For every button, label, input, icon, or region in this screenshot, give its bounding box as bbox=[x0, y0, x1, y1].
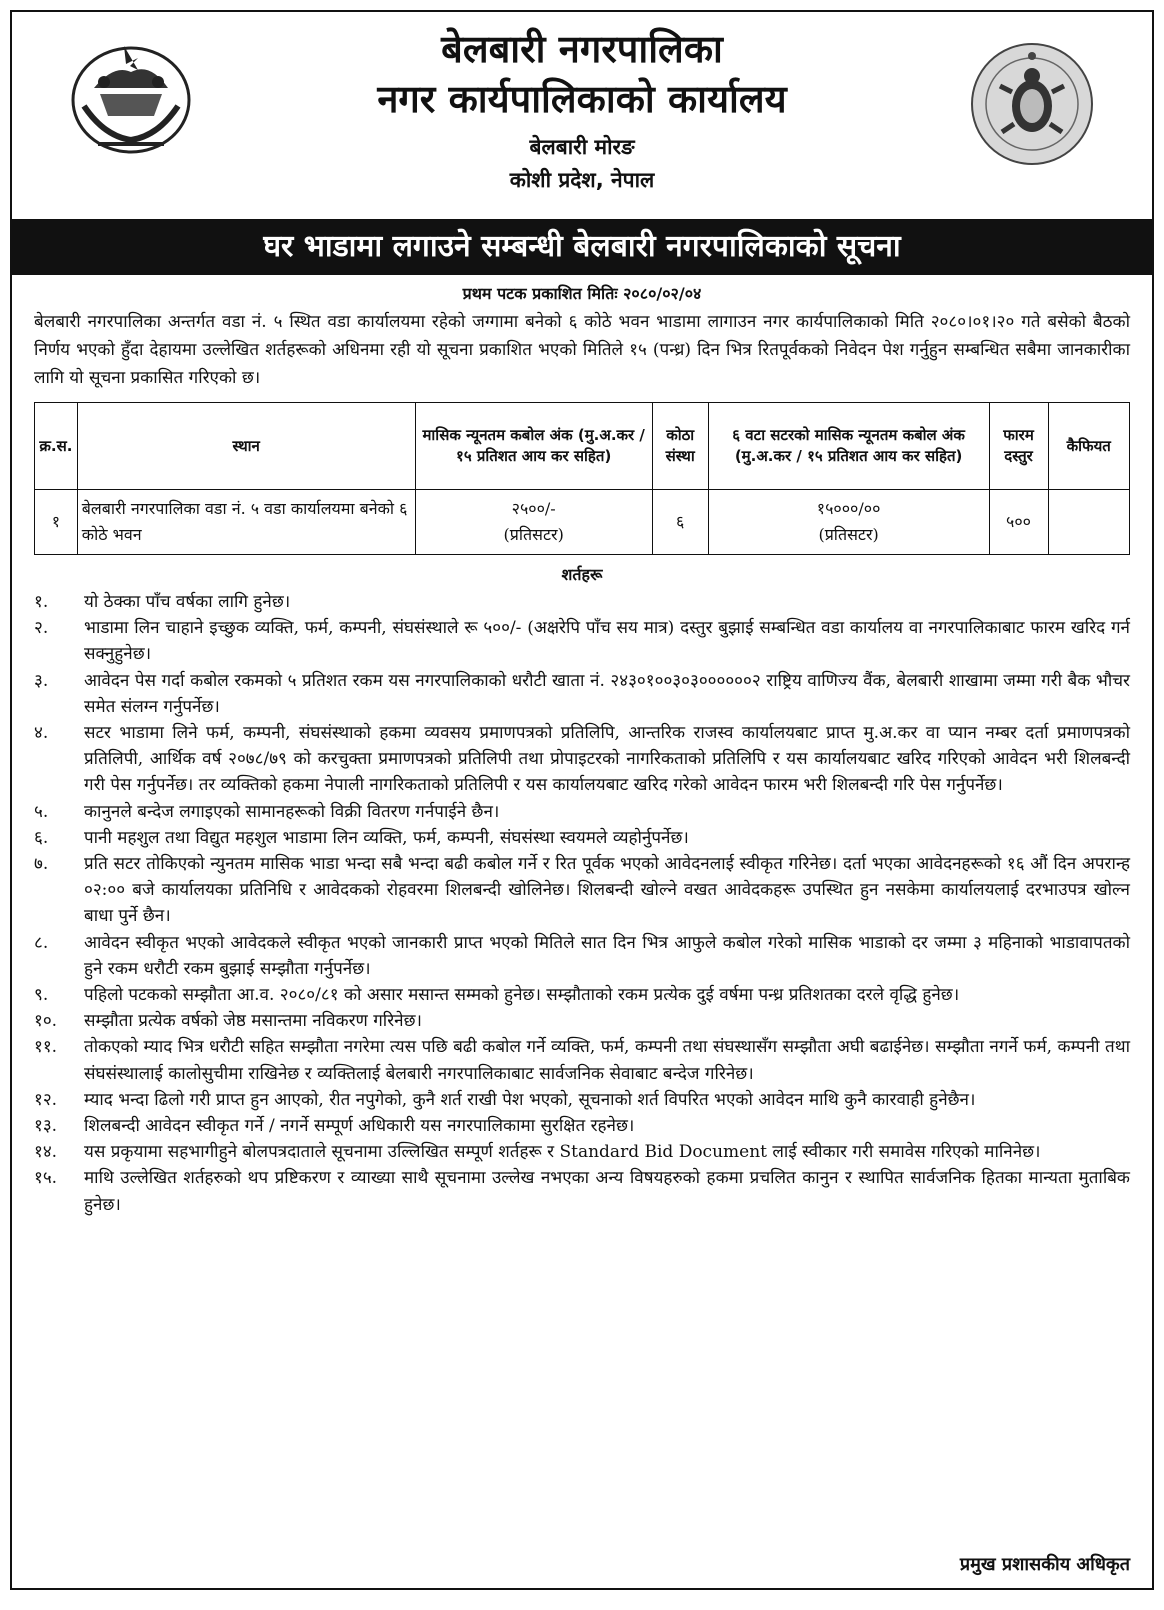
term-number: २. bbox=[34, 618, 49, 639]
header-min-rent: मासिक न्यूनतम कबोल अंक (मु.अ.कर / १५ प्रतिशत आय कर सहित) bbox=[415, 403, 652, 490]
min-rent-value: २५००/- bbox=[511, 499, 556, 518]
term-item bbox=[34, 615, 1130, 667]
terms-title: शर्तहरू bbox=[561, 565, 603, 584]
term-text: म्याद भन्दा ढिलो गरी प्राप्त हुन आएको, रीत नपुगेको, कुनै शर्त राखी पेश भएको, सूचनाको शर्त विपरित भएको आवेदन माथि कुनै कारवाही हुनेछैन। bbox=[84, 1089, 976, 1110]
term-item bbox=[34, 851, 1130, 930]
term-text: प्रति सटर तोकिएको न्युनतम मासिक भाडा भन्दा सबै भन्दा बढी कबोल गर्ने र रित पूर्वक भएको आवेदनलाई स्वीकृत गरिनेछ। दर्ता भएका आवेदनहरूको १६ औं दिन अपरान्ह ०२:०० बजे कार्यालयका प्रतिनिधि र आवेदकको रोहवरमा शिलबन्दी खोलिनेछ। शिलबन्दी खोल्ने वखत आवेदकहरू उपस्थित हुन नसकेमा कार्यालयलाई दरभाउपत्र खोल्न बाधा पुर्ने छैन। bbox=[84, 854, 1130, 927]
term-item bbox=[34, 668, 1130, 720]
intro-paragraph: बेलबारी नगरपालिका अन्तर्गत वडा नं. ५ स्थित वडा कार्यालयमा रहेको जग्गामा बनेको ६ कोठे भवन भाडामा लागाउन नगर कार्यपालिकाको मिति २०८०।०१।२० गते बसेको बैठको निर्णय भएको हुँदा देहायमा उल्लेखित शर्तहरूको अधिनमा रही यो सूचना प्रकाशित भएको मितिले १५ (पन्ध्र) दिन भित्र रितपूर्वकको निवेदन पेश गर्नुहुन सम्बन्धित सबैमा जानकारीका लागि यो सूचना प्रकासित गरिएको छ। bbox=[34, 312, 1130, 388]
terms-list bbox=[34, 589, 1130, 1218]
cell-rooms: ६ bbox=[652, 490, 708, 555]
table-header-row bbox=[35, 403, 1130, 490]
term-text: सटर भाडामा लिने फर्म, कम्पनी, संघसंस्थाको हकमा व्यवसय प्रमाणपत्रको प्रतिलिपि, आन्तरिक राजस्व कार्यालयबाट प्राप्त मु.अ.कर वा प्यान नम्बर दर्ता प्रमाणपत्रको प्रतिलिपी, आर्थिक वर्ष २०७८/७९ को करचुक्ता प्रमाणपत्रको प्रतिलिपी तथा प्रोपाइटरको नागरिकताको प्रतिलिपि र यस कार्यालयबाट खरिद गरिएको आवेदन भरी शिलबन्दी गरी पेस गर्नुपर्नेछ। तर व्यक्तिको हकमा नेपाली नागरिकताको प्रतिलिपी र यस कार्यालयबाट खरिद गरेको आवेदन फारम भरी शिलबन्दी गरि पेस गर्नुपर्नेछ। bbox=[84, 723, 1130, 796]
term-text: शिलबन्दी आवेदन स्वीकृत गर्ने / नगर्ने सम्पूर्ण अधिकारी यस नगरपालिकामा सुरक्षित रहनेछ। bbox=[84, 1116, 635, 1137]
term-text: भाडामा लिन चाहाने इच्छुक व्यक्ति, फर्म, कम्पनी, संघसंस्थाले रू ५००/- (अक्षरेपि पाँच सय मात्र) दस्तुर बुझाई सम्बन्धित वडा कार्यालय वा नगरपालिकाबाट फारम खरिद गर्न सक्नुहुनेछ। bbox=[84, 618, 1130, 665]
term-number: १. bbox=[34, 592, 49, 612]
header-form-fee: फारम दस्तुर bbox=[989, 403, 1048, 490]
term-number: ७. bbox=[34, 854, 49, 875]
cell-six-shutter bbox=[708, 490, 989, 555]
address-line-2: कोशी प्रदेश, नेपाल bbox=[509, 168, 655, 192]
signature-title: प्रमुख प्रशासकीय अधिकृत bbox=[959, 1554, 1130, 1575]
term-text: तोकएको म्याद भित्र धरौटी सहित सम्झौता नगरेमा त्यस पछि बढी कबोल गर्ने व्यक्ति, फर्म, कम्पनी तथा संघस्थासँग सम्झौता अघी बढाईनेछ। सम्झौता नगर्ने फर्म, कम्पनी तथा संघसंस्थालाई कालोसुचीमा राखिनेछ र व्यक्तिलाई बेलबारी नगरपालिकाबाट सार्वजनिक सेवाबाट बन्देज गरिनेछ। bbox=[84, 1037, 1130, 1084]
cell-min-rent bbox=[415, 490, 652, 555]
term-number: १२. bbox=[34, 1089, 58, 1110]
term-item bbox=[34, 1113, 1130, 1139]
term-item bbox=[34, 1087, 1130, 1113]
term-item bbox=[34, 982, 1130, 1008]
term-number: १५. bbox=[34, 1168, 58, 1189]
term-text: कानुनले बन्देज लगाइएको सामानहरूको विक्री वितरण गर्नपाईने छैन। bbox=[84, 801, 500, 822]
office-name: नगर कार्यपालिकाको कार्यालय bbox=[377, 77, 787, 121]
header-remarks: कैफियत bbox=[1048, 403, 1129, 490]
cell-form-fee: ५०० bbox=[989, 490, 1048, 555]
term-text: यो ठेक्का पाँच वर्षका लागि हुनेछ। bbox=[84, 592, 291, 612]
min-rent-unit: (प्रतिसटर) bbox=[503, 525, 564, 544]
header-six-shutter: ६ वटा सटरको मासिक न्यूनतम कबोल अंक (मु.अ.कर / १५ प्रतिशत आय कर सहित) bbox=[708, 403, 989, 490]
term-number: ८. bbox=[34, 932, 49, 953]
term-number: ४. bbox=[34, 723, 49, 744]
term-number: १३. bbox=[34, 1116, 58, 1137]
term-text: माथि उल्लेखित शर्तहरुको थप प्रष्टिकरण र व्याख्या साथै सूचनामा उल्लेख नभएका अन्य विषयहरुको हकमा प्रचलित कानुन र स्थापित सार्वजनिक हितका मान्यता मुताबिक हुनेछ। bbox=[84, 1168, 1130, 1215]
term-text: आवेदन पेस गर्दा कबोल रकमको ५ प्रतिशत रकम यस नगरपालिकाको धरौटी खाता नं. २४३०१००३०३००००००२ राष्ट्रिय वाणिज्य वैंक, बेलबारी शाखामा जम्मा गरी बैक भौचर समेत संलग्न गर्नुपर्नेछ। bbox=[84, 670, 1130, 717]
term-number: ३. bbox=[34, 670, 49, 691]
notice-title-banner: घर भाडामा लगाउने सम्बन्धी बेलबारी नगरपालिकाको सूचना bbox=[12, 219, 1152, 275]
cell-location: बेलबारी नगरपालिका वडा नं. ५ वडा कार्यालयमा बनेको ६ कोठे भवन bbox=[77, 490, 415, 555]
notice-body bbox=[34, 280, 1130, 1218]
cell-sn: १ bbox=[35, 490, 78, 555]
term-item bbox=[34, 1008, 1130, 1034]
header bbox=[12, 12, 1152, 217]
term-item bbox=[34, 589, 1130, 615]
term-item bbox=[34, 720, 1130, 799]
term-item bbox=[34, 799, 1130, 825]
term-text: यस प्रकृयामा सहभागीहुने बोलपत्रदाताले सूचनामा उल्लिखित सम्पूर्ण शर्तहरू र Standard Bid Document लाई स्वीकार गरी समावेस गरिएको मानिनेछ। bbox=[84, 1142, 1041, 1163]
term-number: ५. bbox=[34, 801, 49, 822]
address-line-1: बेलबारी मोरङ bbox=[529, 135, 635, 159]
cell-remarks bbox=[1048, 490, 1129, 555]
term-number: ६. bbox=[34, 827, 49, 848]
header-sn: क्र.स. bbox=[35, 403, 78, 490]
six-shutter-unit: (प्रतिसटर) bbox=[818, 525, 879, 544]
term-item bbox=[34, 930, 1130, 982]
table-row bbox=[35, 490, 1130, 555]
term-item bbox=[34, 825, 1130, 851]
term-number: १०. bbox=[34, 1011, 58, 1032]
term-text: पहिलो पटकको सम्झौता आ.व. २०८०/८१ को असार मसान्त सम्मको हुनेछ। सम्झौताको रकम प्रत्येक दुई वर्षमा पन्ध्र प्रतिशतका दरले वृद्धि हुनेछ। bbox=[84, 985, 960, 1006]
term-item bbox=[34, 1165, 1130, 1217]
term-text: आवेदन स्वीकृत भएको आवेदकले स्वीकृत भएको जानकारी प्राप्त भएको मितिले सात दिन भित्र आफुले कबोल गरेको मासिक भाडाको दर जम्मा ३ महिनाको भाडावापतको हुने रकम धरौटी रकम बुझाई सम्झौता गर्नुपर्नेछ। bbox=[84, 932, 1130, 979]
rent-table bbox=[34, 402, 1130, 555]
term-text: सम्झौता प्रत्येक वर्षको जेष्ठ मसान्तमा नविकरण गरिनेछ। bbox=[84, 1011, 422, 1032]
header-rooms: कोठा संस्था bbox=[652, 403, 708, 490]
term-item bbox=[34, 1139, 1130, 1165]
municipality-name: बेलबारी नगरपालिका bbox=[441, 27, 723, 71]
publication-date: प्रथम पटक प्रकाशित मितिः २०८०/०२/०४ bbox=[462, 284, 702, 303]
term-number: १४. bbox=[34, 1142, 58, 1163]
term-text: पानी महशुल तथा विद्युत महशुल भाडामा लिन व्यक्ति, फर्म, कम्पनी, संघसंस्था स्वयमले व्यहोर्नुपर्नेछ। bbox=[84, 827, 689, 848]
term-item bbox=[34, 1034, 1130, 1086]
term-number: ९. bbox=[34, 985, 49, 1006]
notice-page bbox=[10, 10, 1154, 1590]
term-number: ११. bbox=[34, 1037, 58, 1058]
six-shutter-value: १५०००/०० bbox=[816, 499, 881, 518]
header-location: स्थान bbox=[77, 403, 415, 490]
